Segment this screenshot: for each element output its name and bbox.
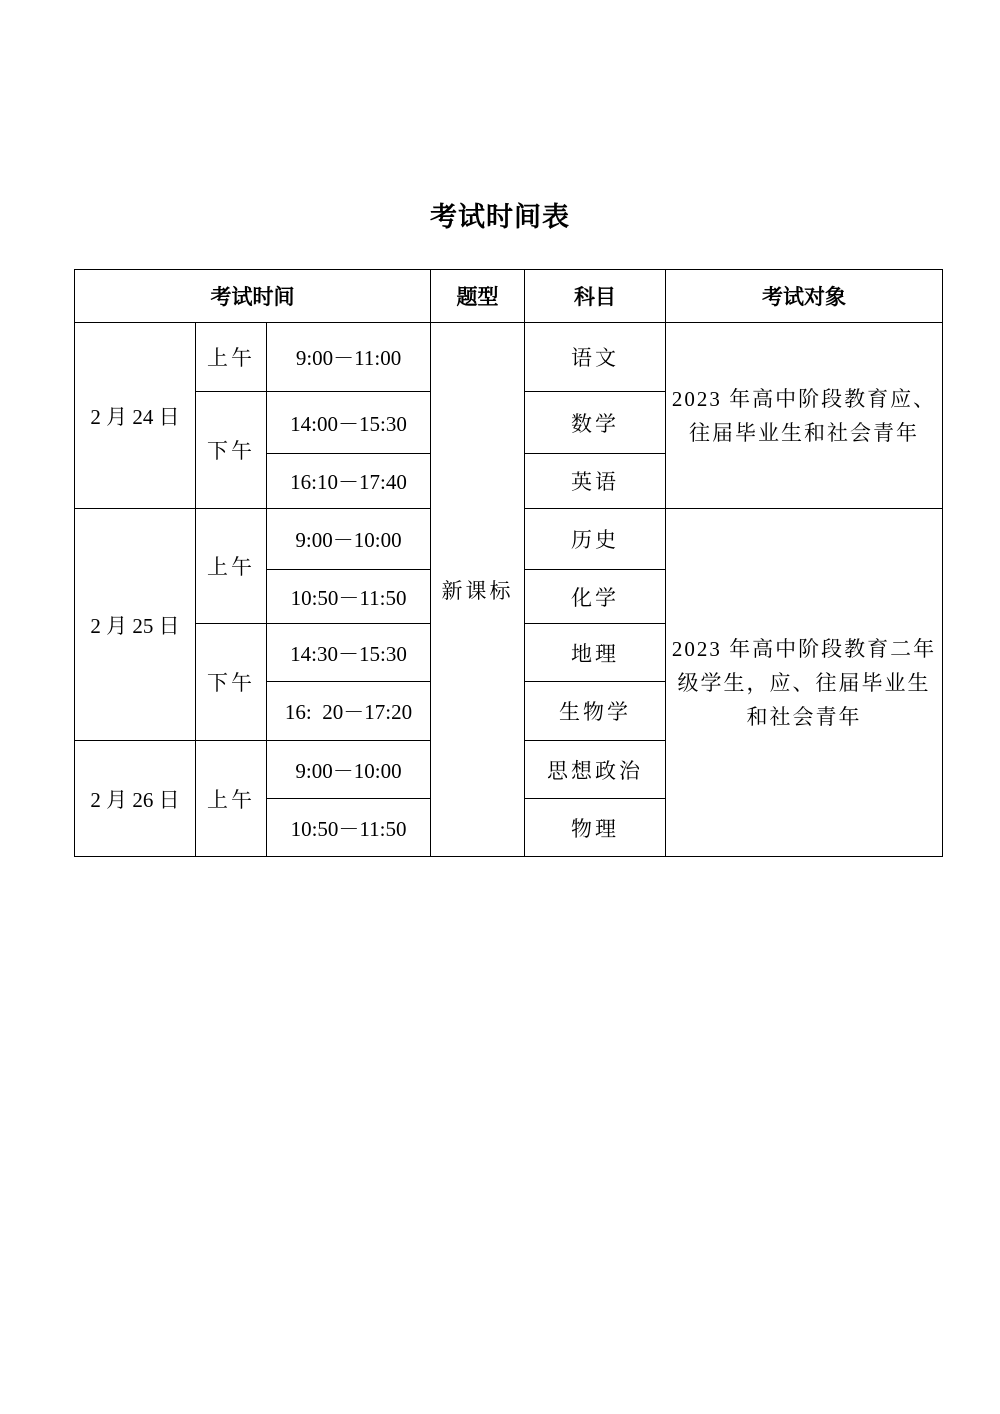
time-cell: 14:00－15:30 (267, 392, 431, 454)
subject-cell: 英语 (525, 454, 666, 509)
subject-cell: 生物学 (525, 682, 666, 741)
time-cell: 9:00－10:00 (267, 509, 431, 570)
period-cell: 上午 (196, 741, 267, 857)
time-cell: 9:00－11:00 (267, 323, 431, 392)
time-cell: 16: 20－17:20 (267, 682, 431, 741)
period-cell: 上午 (196, 323, 267, 392)
subject-cell: 地理 (525, 624, 666, 682)
header-target: 考试对象 (666, 270, 943, 323)
type-cell: 新课标 (431, 323, 525, 857)
subject-cell: 思想政治 (525, 741, 666, 799)
period-cell: 下午 (196, 624, 267, 741)
date-cell: 2 月 25 日 (75, 509, 196, 741)
period-cell: 下午 (196, 392, 267, 509)
subject-cell: 数学 (525, 392, 666, 454)
subject-cell: 历史 (525, 509, 666, 570)
subject-cell: 语文 (525, 323, 666, 392)
header-subject: 科目 (525, 270, 666, 323)
exam-schedule-table (74, 269, 943, 857)
time-cell: 14:30－15:30 (267, 624, 431, 682)
time-cell: 10:50－11:50 (267, 570, 431, 624)
time-cell: 9:00－10:00 (267, 741, 431, 799)
header-row (75, 270, 943, 323)
header-time: 考试时间 (75, 270, 431, 323)
subject-cell: 化学 (525, 570, 666, 624)
time-cell: 16:10－17:40 (267, 454, 431, 509)
target-cell: 2023 年高中阶段教育二年级学生，应、往届毕业生和社会青年 (666, 509, 943, 857)
table-row (75, 323, 943, 392)
period-cell: 上午 (196, 509, 267, 624)
date-cell: 2 月 26 日 (75, 741, 196, 857)
subject-cell: 物理 (525, 799, 666, 857)
time-cell: 10:50－11:50 (267, 799, 431, 857)
page-title: 考试时间表 (430, 202, 570, 232)
date-cell: 2 月 24 日 (75, 323, 196, 509)
header-type: 题型 (431, 270, 525, 323)
target-cell: 2023 年高中阶段教育应、往届毕业生和社会青年 (666, 323, 943, 509)
